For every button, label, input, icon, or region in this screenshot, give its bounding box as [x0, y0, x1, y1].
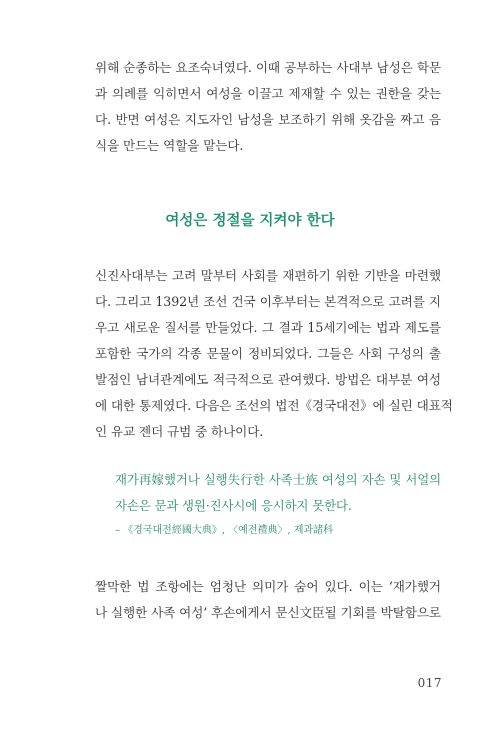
- section-heading: 여성은 정절을 지켜야 한다: [165, 213, 335, 229]
- quote-line: 재가再嫁했거나 실행失行한 사족士族 여성의 자손 및 서얼의: [115, 472, 441, 487]
- paragraph-3-line: 나 실행한 사족 여성’ 후손에게서 문신文臣될 기회를 박탈함으로: [95, 605, 441, 620]
- paragraph-1-line: 과 의례를 익히면서 여성을 이끌고 제재할 수 있는 권한을 갖는: [95, 86, 441, 101]
- paragraph-2-line: 에 대한 통제였다. 다음은 조선의 법전《경국대전》에 실린 대표적: [95, 398, 453, 413]
- paragraph-2-line: 신진사대부는 고려 말부터 사회를 재편하기 위한 기반을 마련했: [95, 268, 441, 283]
- page-number: 017: [417, 676, 442, 690]
- paragraph-1-line: 식을 만드는 역할을 맡는다.: [95, 138, 244, 153]
- paragraph-2-line: 다. 그리고 1392년 조선 건국 이후부터는 본격적으로 고려를 지: [95, 294, 441, 309]
- paragraph-2-line: 인 유교 젠더 규범 중 하나이다.: [95, 424, 264, 439]
- quote-source: – 《경국대전經國大典》, 〈예전禮典〉, 제과諸科: [115, 525, 334, 536]
- paragraph-2-line: 우고 새로운 질서를 만들었다. 그 결과 15세기에는 법과 제도를: [95, 320, 441, 335]
- paragraph-2-line: 발점인 남녀관계에도 적극적으로 관여했다. 방법은 대부분 여성: [95, 372, 441, 387]
- paragraph-1-line: 위해 순종하는 요조숙녀였다. 이때 공부하는 사대부 남성은 학문: [95, 60, 441, 75]
- quote-line: 자손은 문과 생원·진사시에 응시하지 못한다.: [115, 498, 352, 513]
- paragraph-1-line: 다. 반면 여성은 지도자인 남성을 보조하기 위해 옷감을 짜고 음: [95, 112, 441, 127]
- paragraph-3-line: 짤막한 법 조항에는 엄청난 의미가 숨어 있다. 이는 ‘재가했거: [95, 579, 441, 594]
- paragraph-2-line: 포함한 국가의 각종 문물이 정비되었다. 그들은 사회 구성의 출: [95, 346, 441, 361]
